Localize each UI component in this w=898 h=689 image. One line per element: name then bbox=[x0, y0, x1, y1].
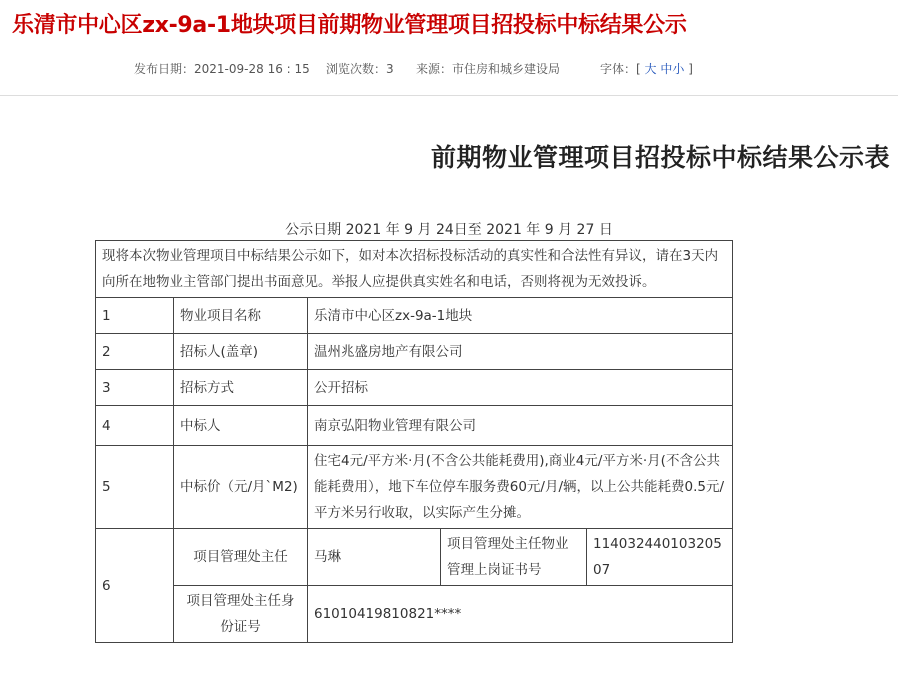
row-value: 温州兆盛房地产有限公司 bbox=[308, 334, 733, 370]
row-label: 招标方式 bbox=[174, 370, 308, 406]
source: 来源：市住房和城乡建设局 bbox=[416, 62, 561, 76]
table-row bbox=[96, 586, 733, 643]
cert-label: 项目管理处主任物业管理上岗证书号 bbox=[441, 529, 587, 586]
table-row bbox=[96, 529, 733, 586]
publish-date: 发布日期：2021-09-28 16 : 15 bbox=[134, 62, 310, 76]
row-label: 中标价（元/月`M2) bbox=[174, 446, 308, 529]
table-row bbox=[96, 334, 733, 370]
font-small-link[interactable]: 小 bbox=[672, 62, 685, 76]
font-medium-link[interactable]: 中 bbox=[660, 62, 673, 76]
row-value: 乐清市中心区zx-9a-1地块 bbox=[308, 298, 733, 334]
result-table bbox=[95, 240, 733, 643]
row-label: 项目管理处主任 bbox=[174, 529, 308, 586]
table-row bbox=[96, 446, 733, 529]
row-value: 南京弘阳物业管理有限公司 bbox=[308, 406, 733, 446]
row-number: 6 bbox=[96, 529, 174, 643]
publicity-date: 公示日期 2021 年 9 月 24日至 2021 年 9 月 27 日 bbox=[285, 222, 613, 238]
font-size-switcher: 字体：[ 大 中小 ] bbox=[600, 62, 693, 76]
header-divider bbox=[0, 95, 898, 96]
intro-text: 现将本次物业管理项目中标结果公示如下，如对本次招标投标活动的真实性和合法性有异议，请在3天内向所在地物业主管部门提出书面意见。举报人应提供真实姓名和电话，否则将视为无效投诉。 bbox=[96, 241, 733, 298]
id-label: 项目管理处主任身份证号 bbox=[174, 586, 308, 643]
row-value: 住宅4元/平方米·月(不含公共能耗费用),商业4元/平方米·月(不含公共能耗费用），地下车位停车服务费60元/月/辆，以上公共能耗费0.5元/平方米另行收取，以实际产生分摊。 bbox=[308, 446, 733, 529]
table-row bbox=[96, 370, 733, 406]
row-number: 2 bbox=[96, 334, 174, 370]
view-count: 浏览次数：3 bbox=[326, 62, 394, 76]
table-row bbox=[96, 298, 733, 334]
row-number: 1 bbox=[96, 298, 174, 334]
row-number: 3 bbox=[96, 370, 174, 406]
row-label: 招标人(盖章) bbox=[174, 334, 308, 370]
row-label: 中标人 bbox=[174, 406, 308, 446]
row-number: 5 bbox=[96, 446, 174, 529]
id-value: 61010419810821**** bbox=[308, 586, 733, 643]
page-title: 乐清市中心区zx-9a-1地块项目前期物业管理项目招投标中标结果公示 bbox=[12, 13, 687, 38]
table-row bbox=[96, 406, 733, 446]
cert-value: 11403244010320507 bbox=[587, 529, 733, 586]
table-row bbox=[96, 241, 733, 298]
row-value: 马琳 bbox=[308, 529, 441, 586]
row-value: 公开招标 bbox=[308, 370, 733, 406]
document-title: 前期物业管理项目招投标中标结果公示表 bbox=[430, 143, 890, 172]
row-number: 4 bbox=[96, 406, 174, 446]
row-label: 物业项目名称 bbox=[174, 298, 308, 334]
font-large-link[interactable]: 大 bbox=[644, 62, 657, 76]
